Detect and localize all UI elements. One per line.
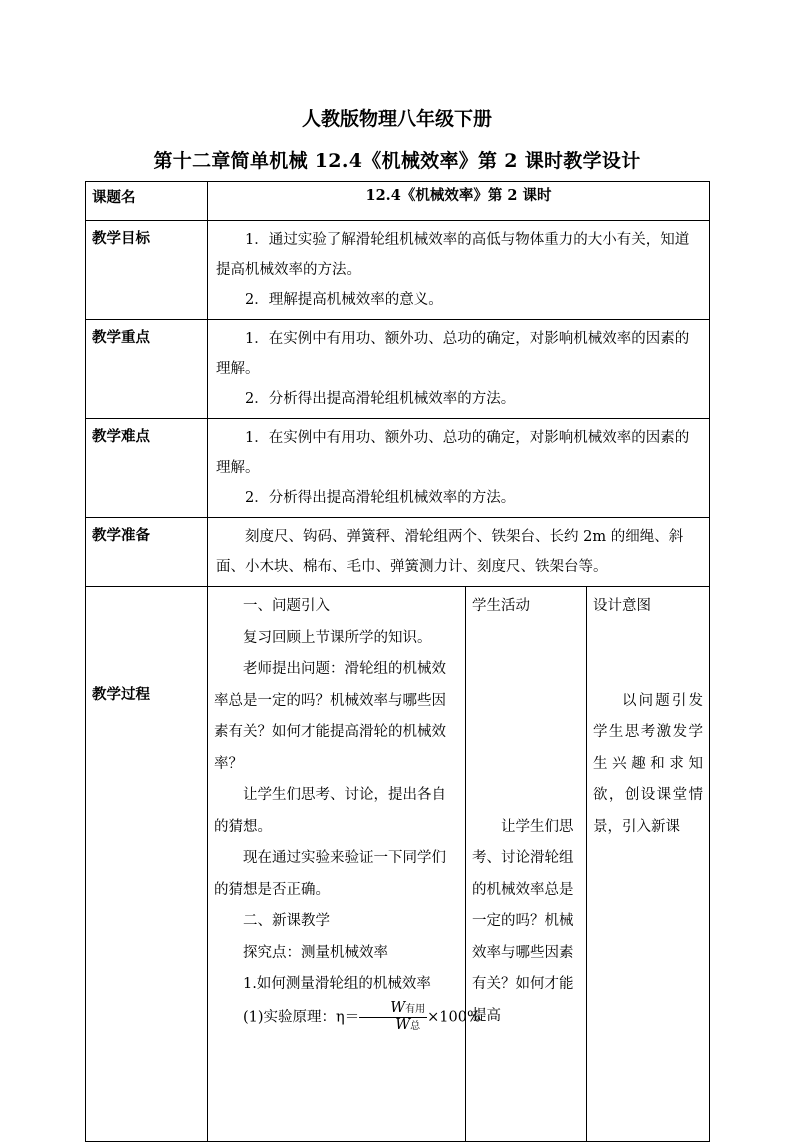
- goals-content: [208, 221, 710, 320]
- formula-denominator-sub: 总: [410, 1020, 421, 1032]
- goal-item: 2．理解提高机械效率的意义。: [245, 292, 443, 308]
- prep-row: [86, 518, 710, 587]
- section-heading: 一、问题引入: [243, 598, 330, 614]
- key-row: [86, 320, 710, 419]
- topic-label: 课题名: [86, 182, 208, 221]
- design-text: 以问题引发学生思考激发学生兴趣和求知欲，创设课堂情景，引入新课: [593, 692, 704, 835]
- key-content: [208, 320, 710, 419]
- key-label: 教学重点: [86, 320, 208, 419]
- paragraph: 现在通过实验来验证一下同学们的猜想是否正确。: [214, 850, 446, 898]
- student-text: 让学生们思考、讨论滑轮组的机械效率总是一定的吗？机械效率与哪些因素有关？如何才能提高: [472, 818, 574, 1024]
- paragraph: 探究点：测量机械效率: [243, 944, 388, 961]
- goals-label: 教学目标: [86, 221, 208, 320]
- difficulty-row: [86, 419, 710, 518]
- topic-row: [86, 182, 710, 221]
- formula-denominator: W: [395, 1016, 411, 1033]
- design-intent: [587, 587, 710, 1142]
- design-header: 设计意图: [593, 598, 651, 614]
- lesson-plan-table: [85, 181, 710, 1142]
- section-heading: 二、新课教学: [243, 913, 330, 929]
- goals-row: [86, 221, 710, 320]
- difficulty-label: 教学难点: [86, 419, 208, 518]
- document-title: 人教版物理八年级下册: [301, 108, 492, 130]
- formula-line: [214, 999, 481, 1034]
- paragraph: 复习回顾上节课所学的知识。: [243, 629, 432, 646]
- formula-numerator: W: [390, 999, 406, 1016]
- student-activity: [466, 587, 587, 1142]
- process-label: 教学过程: [86, 587, 208, 1142]
- efficiency-fraction: [359, 1001, 427, 1034]
- paragraph: 1.如何测量滑轮组的机械效率: [243, 976, 431, 992]
- paragraph: 让学生们思考、讨论，提出各自的猜想。: [214, 787, 446, 835]
- formula-numerator-sub: 有用: [405, 1003, 426, 1015]
- difficulty-item: 1．在实例中有用功、额外功、总功的确定，对影响机械效率的因素的理解。: [216, 430, 690, 476]
- prep-text: 刻度尺、钩码、弹簧秤、滑轮组两个、铁架台、长约 2m 的细绳、斜面、小木块、棉布、毛巾、弹簧测力计、刻度尺、铁架台等。: [216, 529, 684, 575]
- prep-content: [208, 518, 710, 587]
- paragraph: 老师提出问题：滑轮组的机械效率总是一定的吗？机械效率与哪些因素有关？如何才能提高滑轮的机械效率？: [214, 661, 446, 772]
- topic-value: 12.4《机械效率》第 2 课时: [208, 182, 710, 221]
- formula-suffix: ×100%: [427, 1009, 481, 1025]
- teacher-activity: [208, 587, 481, 1142]
- process-row: [86, 587, 710, 1142]
- formula-prefix: (1)实验原理：η＝: [243, 1009, 360, 1025]
- prep-label: 教学准备: [86, 518, 208, 587]
- document-subtitle: 第十二章简单机械 12.4《机械效率》第 2 课时教学设计: [153, 150, 641, 172]
- student-header: 学生活动: [472, 598, 530, 614]
- key-item: 2．分析得出提高滑轮组机械效率的方法。: [245, 391, 516, 407]
- key-item: 1．在实例中有用功、额外功、总功的确定，对影响机械效率的因素的理解。: [216, 331, 690, 377]
- goal-item: 1．通过实验了解滑轮组机械效率的高低与物体重力的大小有关，知道提高机械效率的方法。: [216, 232, 690, 278]
- difficulty-content: [208, 419, 710, 518]
- difficulty-item: 2．分析得出提高滑轮组机械效率的方法。: [245, 490, 516, 506]
